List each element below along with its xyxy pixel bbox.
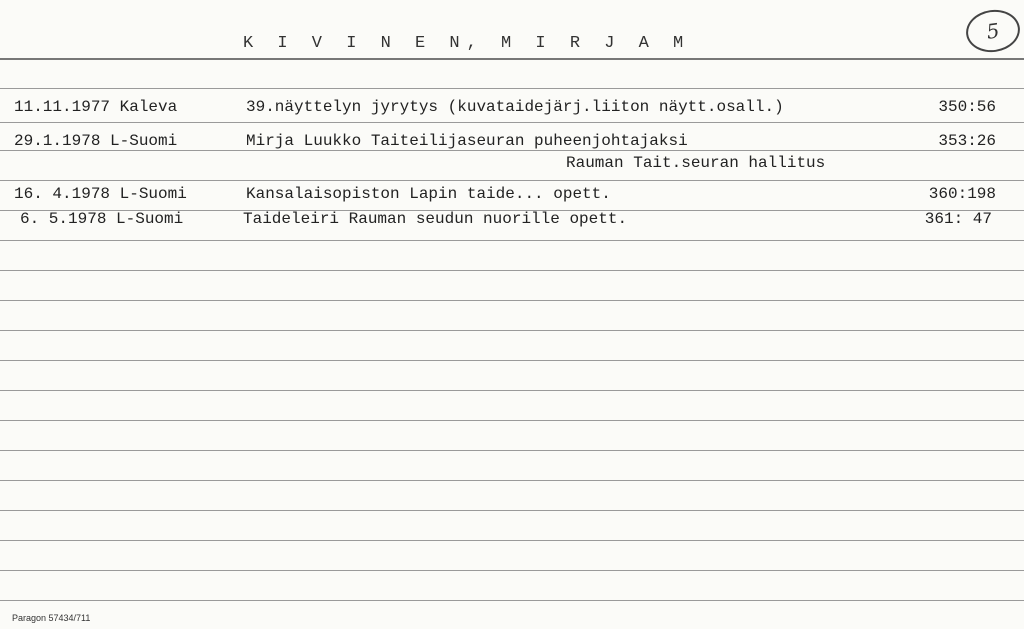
rule-line bbox=[0, 240, 1024, 241]
entry-description-continuation: Rauman Tait.seuran hallitus bbox=[566, 154, 826, 172]
rule-line bbox=[0, 122, 1024, 123]
entry-date-source: 11.11.1977 Kaleva bbox=[14, 98, 178, 116]
entry-description: Mirja Luukko Taiteilijaseuran puheenjohtajaksi bbox=[246, 132, 688, 150]
rule-line bbox=[0, 330, 1024, 331]
rule-line bbox=[0, 300, 1024, 301]
entry-description: Kansalaisopiston Lapin taide... opett. bbox=[246, 185, 611, 203]
rule-line bbox=[0, 510, 1024, 511]
entry-row bbox=[0, 98, 1024, 122]
entry-date-source: 29.1.1978 L-Suomi bbox=[14, 132, 178, 150]
rule-line bbox=[0, 600, 1024, 601]
rule-line bbox=[0, 420, 1024, 421]
rule-line bbox=[0, 88, 1024, 89]
entry-reference: 360:198 bbox=[928, 185, 996, 203]
entry-reference: 350:56 bbox=[938, 98, 996, 116]
rule-line bbox=[0, 180, 1024, 181]
entry-row bbox=[0, 185, 1024, 209]
rule-line bbox=[0, 390, 1024, 391]
entry-description: Taideleiri Rauman seudun nuorille opett. bbox=[243, 210, 628, 228]
rule-line bbox=[0, 540, 1024, 541]
entry-row bbox=[0, 132, 1024, 156]
card-footer-print: Paragon 57434/711 bbox=[12, 613, 91, 623]
card-name-heading: K I V I N E N, M I R J A M bbox=[243, 34, 691, 53]
rule-line bbox=[0, 480, 1024, 481]
rule-line bbox=[0, 450, 1024, 451]
rule-line bbox=[0, 58, 1024, 60]
entry-reference: 353:26 bbox=[938, 132, 996, 150]
entry-row bbox=[0, 210, 1024, 234]
entry-reference: 361: 47 bbox=[924, 210, 992, 228]
entry-date-source: 6. 5.1978 L-Suomi bbox=[20, 210, 184, 228]
rule-line bbox=[0, 270, 1024, 271]
rule-line bbox=[0, 570, 1024, 571]
number-stamp bbox=[963, 6, 1022, 55]
entry-date-source: 16. 4.1978 L-Suomi bbox=[14, 185, 187, 203]
rule-line bbox=[0, 360, 1024, 361]
stamp-number: 5 bbox=[985, 18, 1001, 44]
entry-description: 39.näyttelyn jyrytys (kuvataidejärj.liiton näytt.osall.) bbox=[246, 98, 784, 116]
